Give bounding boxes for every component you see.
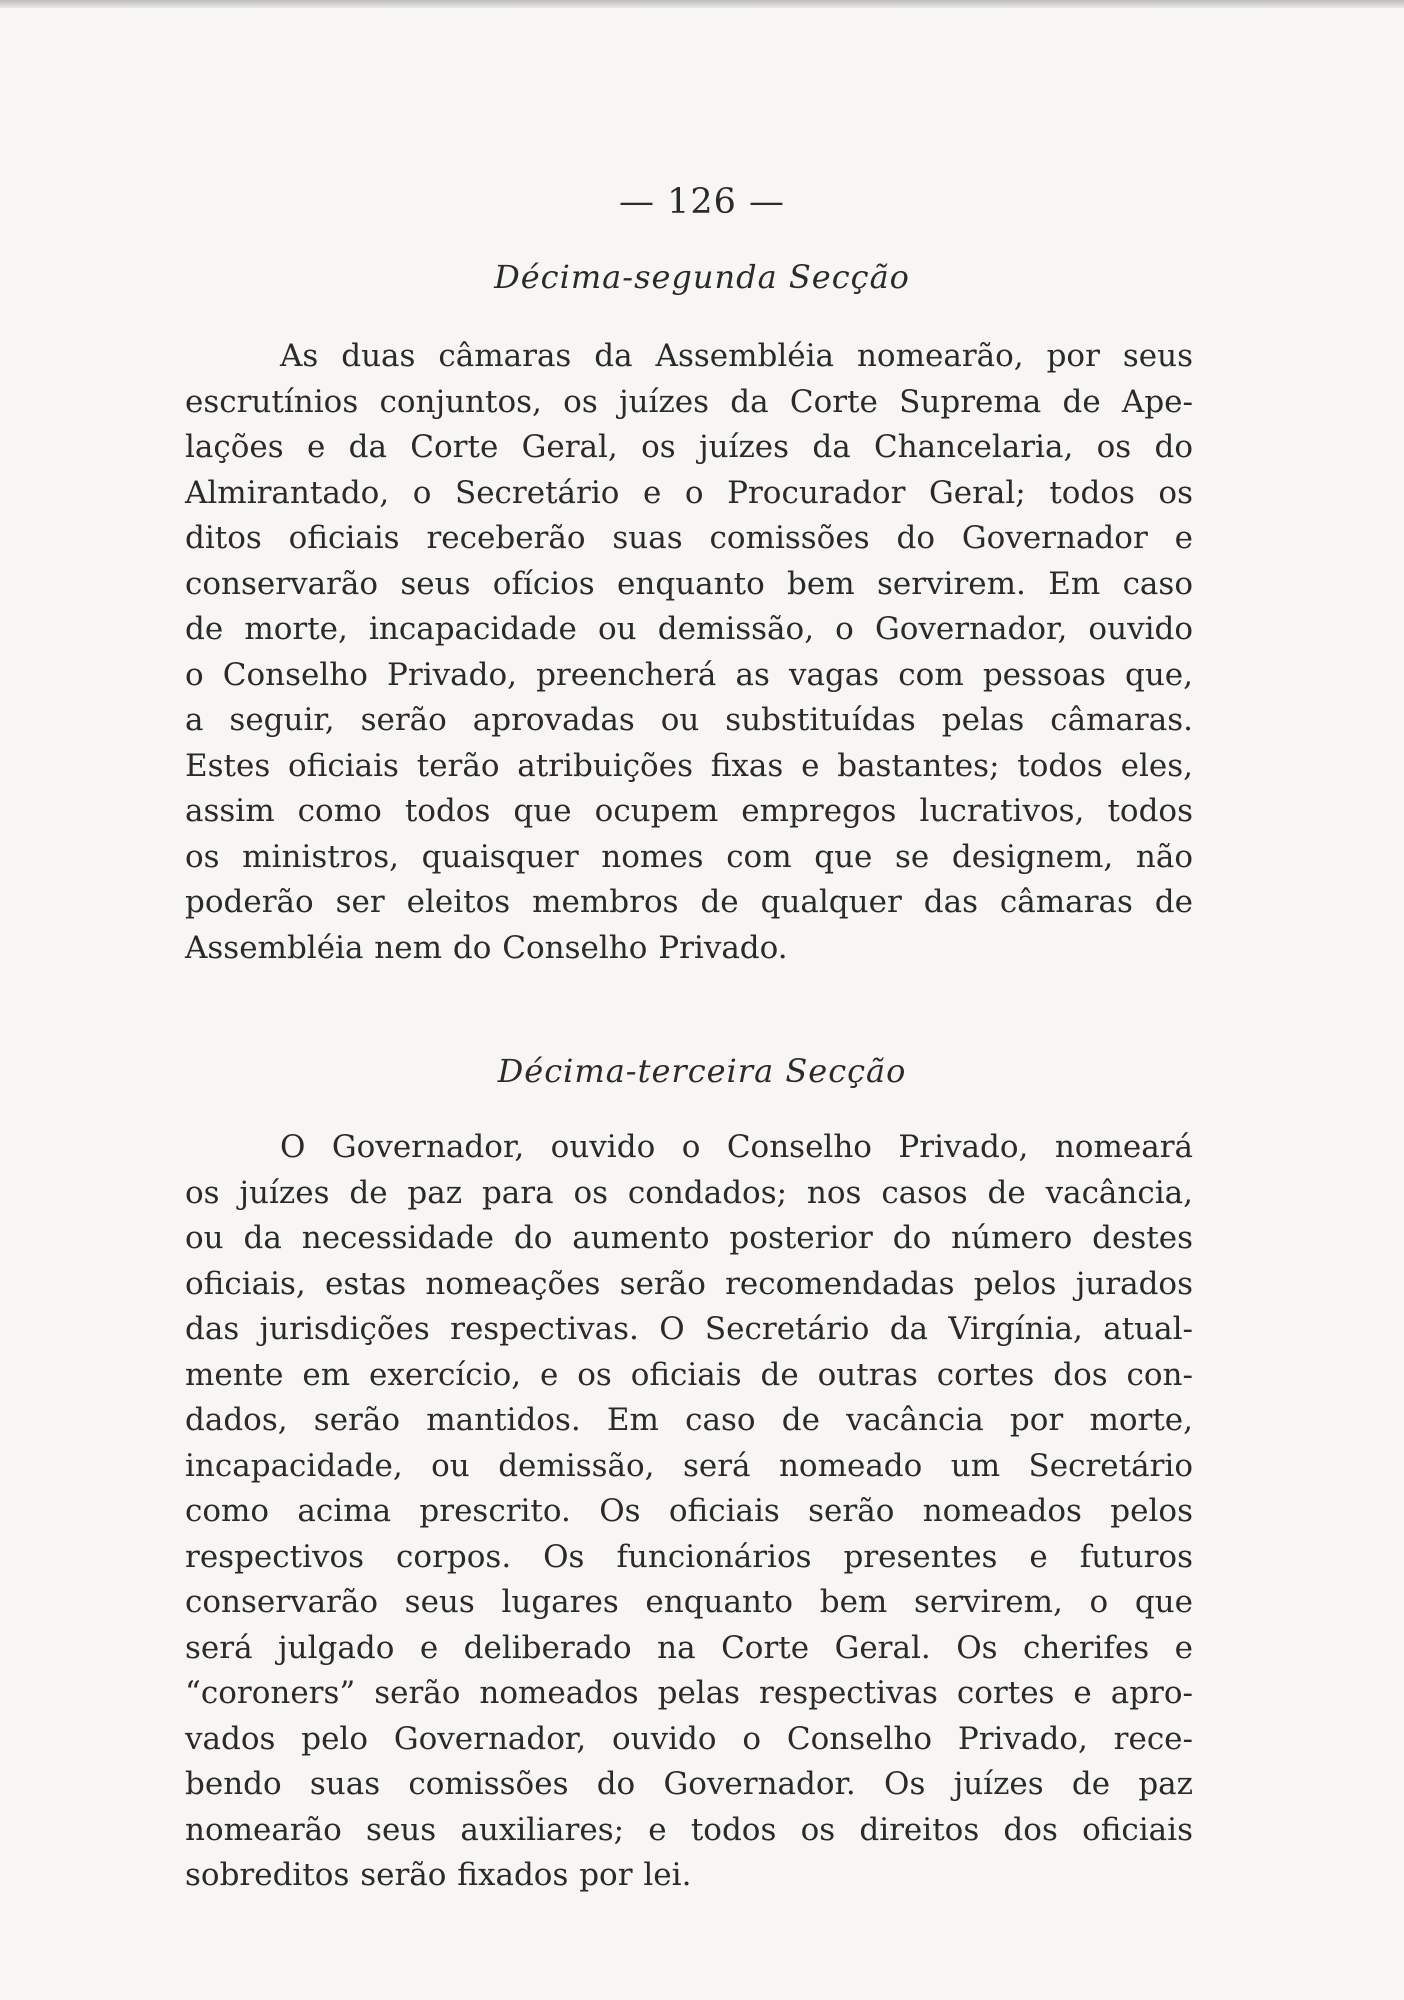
text-line: de morte, incapacidade ou demissão, o Governador, ouvido — [185, 611, 1193, 647]
text-line: ditos oficiais receberão suas comissões do Governador e — [185, 520, 1193, 556]
text-line: das jurisdições respectivas. O Secretário da Virgínia, atual- — [185, 1311, 1193, 1347]
text-line: respectivos corpos. Os funcionários presentes e futuros — [185, 1538, 1193, 1575]
section-heading-13: Décima-terceira Secção — [497, 1052, 907, 1090]
section-12-paragraph — [185, 334, 1193, 971]
text-line: conservarão seus lugares enquanto bem servirem, o que — [185, 1584, 1193, 1620]
text-line: o Conselho Privado, preencherá as vagas com pessoas que, — [185, 656, 1193, 693]
text-line: dados, serão mantidos. Em caso de vacância por morte, — [185, 1402, 1193, 1438]
text-line: mente em exercício, e os oficiais de outras cortes dos con- — [185, 1356, 1193, 1393]
text-line: As duas câmaras da Assembléia nomearão, por seus — [280, 338, 1193, 374]
text-line: incapacidade, ou demissão, será nomeado um Secretário — [185, 1447, 1193, 1484]
text-line: “coroners” serão nomeados pelas respectivas cortes e apro- — [185, 1675, 1193, 1711]
text-line: Assembléia nem do Conselho Privado. — [185, 929, 788, 966]
text-line: lações e da Corte Geral, os juízes da Chancelaria, os do — [185, 429, 1193, 465]
text-line: bendo suas comissões do Governador. Os juízes de paz — [185, 1766, 1193, 1802]
text-line: os ministros, quaisquer nomes com que se designem, não — [185, 838, 1193, 875]
text-line: Estes oficiais terão atribuições fixas e bastantes; todos eles, — [185, 747, 1193, 784]
text-line: O Governador, ouvido o Conselho Privado, nomeará — [280, 1129, 1193, 1165]
text-line: será julgado e deliberado na Corte Geral. Os cherifes e — [185, 1629, 1193, 1666]
text-line: conservarão seus ofícios enquanto bem servirem. Em caso — [185, 565, 1193, 602]
text-line: poderão ser eleitos membros de qualquer das câmaras de — [185, 884, 1193, 920]
section-13-paragraph — [185, 1125, 1193, 1899]
text-line: ou da necessidade do aumento posterior do número destes — [185, 1220, 1193, 1256]
text-line: Almirantado, o Secretário e o Procurador Geral; todos os — [185, 474, 1193, 511]
text-line: os juízes de paz para os condados; nos casos de vacância, — [185, 1174, 1193, 1211]
scan-edge-rule — [0, 0, 1404, 8]
text-line: assim como todos que ocupem empregos lucrativos, todos — [185, 793, 1193, 829]
text-line: como acima prescrito. Os oficiais serão nomeados pelos — [185, 1493, 1193, 1529]
text-line: oficiais, estas nomeações serão recomendadas pelos jurados — [185, 1265, 1193, 1302]
text-line: escrutínios conjuntos, os juízes da Corte Suprema de Ape- — [185, 383, 1193, 420]
page-number: — 126 — — [618, 182, 786, 222]
section-heading-12: Décima-segunda Secção — [494, 258, 910, 296]
text-line: sobreditos serão fixados por lei. — [185, 1857, 692, 1893]
text-line: vados pelo Governador, ouvido o Conselho Privado, rece- — [185, 1720, 1193, 1757]
text-line: nomearão seus auxiliares; e todos os direitos dos oficiais — [185, 1811, 1193, 1848]
text-line: a seguir, serão aprovadas ou substituídas pelas câmaras. — [185, 702, 1193, 738]
